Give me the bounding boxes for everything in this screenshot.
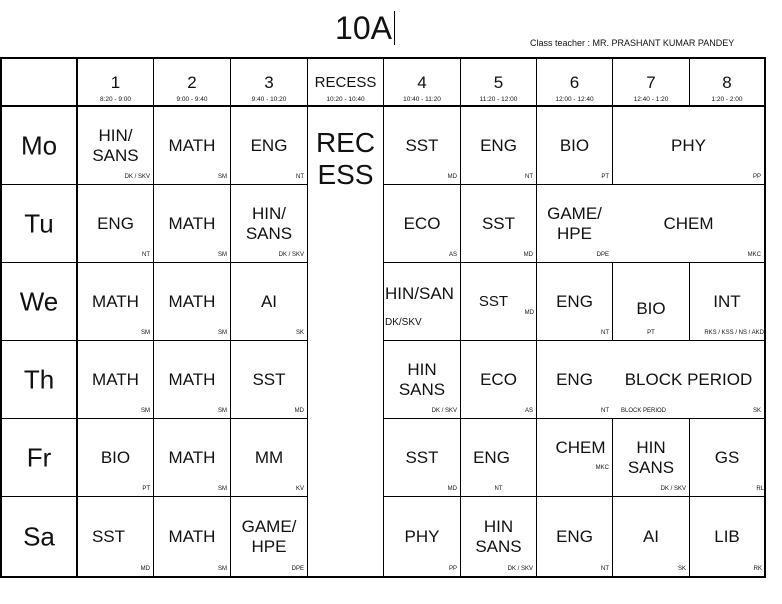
- period-time: 10:20 - 10:40: [326, 96, 365, 103]
- subject: SST: [405, 447, 439, 467]
- timetable-cell[interactable]: [78, 497, 153, 576]
- teacher-code: SK: [677, 566, 686, 572]
- teacher-code: DK / SKV: [124, 174, 150, 180]
- period-header: [613, 59, 689, 105]
- day-label-text: Th: [23, 364, 55, 394]
- timetable-cell[interactable]: [537, 341, 612, 418]
- subject: ENG: [250, 135, 288, 155]
- period-header: [384, 59, 460, 105]
- period-number: 1: [110, 73, 121, 92]
- timetable-cell[interactable]: [613, 497, 689, 576]
- timetable-cell[interactable]: [154, 419, 230, 496]
- subject: GAME/ HPE: [547, 203, 602, 243]
- subject: MATH: [168, 526, 216, 546]
- subject: HIN/ SANS: [245, 203, 293, 243]
- period-number: RECESS: [314, 74, 377, 91]
- teacher-code: NT: [296, 174, 304, 180]
- subject: CHEM: [555, 438, 606, 458]
- text-cursor: [394, 11, 395, 45]
- class-title[interactable]: [300, 8, 430, 48]
- subject: HIN SANS: [627, 437, 675, 477]
- timetable-cell[interactable]: [78, 263, 153, 340]
- timetable-cell[interactable]: [231, 185, 307, 262]
- teacher-code: SM: [218, 408, 227, 414]
- timetable-cell[interactable]: [231, 107, 307, 184]
- subject: CHEM: [663, 213, 714, 233]
- timetable-cell[interactable]: [384, 263, 460, 340]
- subject: BIO: [636, 299, 666, 319]
- timetable-cell[interactable]: [461, 185, 536, 262]
- day-label: [2, 497, 76, 576]
- subject: INT: [713, 291, 741, 311]
- period-number: 4: [417, 73, 427, 92]
- period-header: [690, 59, 764, 105]
- subject: ENG: [556, 526, 593, 546]
- teacher-code: SK: [752, 408, 761, 414]
- period-header: [461, 59, 536, 105]
- teacher-code: NT: [601, 566, 609, 572]
- subject: SST: [481, 213, 516, 233]
- period-time: 12:00 - 12:40: [555, 96, 594, 103]
- recess-header: [308, 59, 383, 105]
- subject: LIB: [714, 526, 740, 546]
- timetable-cell[interactable]: [384, 107, 460, 184]
- timetable-cell[interactable]: [154, 107, 230, 184]
- subject: HIN/ SANS: [92, 125, 139, 165]
- period-header: [154, 59, 230, 105]
- teacher-code: RKS / KSS / NS / AKD: [704, 330, 764, 336]
- timetable-cell[interactable]: [537, 263, 612, 340]
- timetable-cell[interactable]: [461, 497, 536, 576]
- teacher-code: KV: [295, 486, 304, 492]
- subject: MATH: [92, 369, 139, 389]
- subject: PHY: [404, 526, 440, 546]
- timetable-cell[interactable]: [613, 341, 764, 418]
- day-label-text: Fr: [26, 442, 52, 472]
- period-time: 9:40 - 10:20: [251, 96, 287, 103]
- timetable-cell[interactable]: [537, 107, 612, 184]
- subject: ECO: [480, 369, 517, 389]
- teacher-code: DK/SKV: [385, 317, 422, 328]
- timetable-cell[interactable]: [231, 419, 307, 496]
- subject: MATH: [168, 291, 216, 311]
- teacher-code: NT: [601, 330, 609, 336]
- timetable-cell[interactable]: [78, 419, 153, 496]
- subject: ENG: [97, 213, 134, 233]
- subject: MATH: [168, 447, 216, 467]
- timetable-cell[interactable]: [690, 263, 764, 340]
- subject: HIN/SAN: [385, 283, 454, 303]
- period-number: 2: [187, 73, 197, 92]
- teacher-code: SK: [295, 330, 304, 336]
- teacher-code: PP: [448, 566, 457, 572]
- period-time: 10:40 - 11:20: [403, 96, 441, 103]
- teacher-code: DPE: [596, 252, 609, 258]
- teacher-code: SM: [218, 566, 227, 572]
- teacher-code: NT: [494, 486, 503, 492]
- day-label: [2, 341, 76, 418]
- subject: HIN SANS: [475, 516, 522, 556]
- period-time: 9:00 - 9:40: [176, 96, 208, 103]
- period-number: 3: [264, 73, 274, 92]
- subject: AI: [260, 291, 278, 311]
- teacher-code: DK / SKV: [507, 566, 533, 572]
- timetable-cell[interactable]: [537, 419, 612, 496]
- subject: PHY: [671, 135, 706, 155]
- timetable-cell[interactable]: [384, 341, 460, 418]
- teacher-code: SM: [218, 486, 227, 492]
- day-label-text: Tu: [24, 208, 54, 238]
- teacher-code: PP: [752, 174, 761, 180]
- timetable-cell[interactable]: [384, 185, 460, 262]
- timetable-cell[interactable]: [461, 341, 536, 418]
- period-header: [78, 59, 153, 105]
- teacher-code: SM: [218, 174, 227, 180]
- timetable-cell[interactable]: [461, 107, 536, 184]
- teacher-code: DK / SKV: [278, 252, 304, 258]
- period-number: 7: [646, 73, 656, 92]
- teacher-code: NT: [525, 174, 533, 180]
- timetable-cell[interactable]: [537, 185, 612, 262]
- teacher-code: MD: [140, 566, 150, 572]
- teacher-code: NT: [601, 408, 609, 414]
- teacher-code: PT: [142, 486, 150, 492]
- day-label-text: Mo: [20, 130, 58, 160]
- day-label: [2, 263, 76, 340]
- timetable-grid: [0, 57, 766, 578]
- teacher-code: MD: [447, 174, 457, 180]
- teacher-code: MD: [523, 252, 533, 258]
- day-label-text: We: [19, 286, 59, 316]
- teacher-code: SM: [141, 408, 150, 414]
- teacher-code: MD: [524, 310, 534, 316]
- period-header: [231, 59, 307, 105]
- teacher-code: MKC: [595, 465, 609, 471]
- recess-cell: [308, 107, 383, 576]
- subject: SST: [478, 292, 509, 310]
- period-time: 8:20 - 9:00: [99, 96, 132, 103]
- subject: AI: [642, 526, 660, 546]
- class-teacher-label: Class teacher : MR. PRASHANT KUMAR PANDEY: [530, 38, 735, 48]
- subject: SST: [91, 526, 126, 546]
- period-number: 6: [569, 73, 580, 92]
- timetable-cell[interactable]: [690, 497, 764, 576]
- subject: GAME/ HPE: [241, 516, 297, 556]
- subject: BIO: [559, 135, 590, 155]
- teacher-code: SM: [218, 330, 227, 336]
- block-period-note: BLOCK PERIOD: [621, 408, 667, 414]
- teacher-code: AS: [448, 252, 457, 258]
- subject: ECO: [403, 213, 441, 233]
- teacher-code: RL: [756, 486, 764, 492]
- timetable-cell[interactable]: [78, 341, 153, 418]
- timetable-cell[interactable]: [154, 341, 230, 418]
- day-label-text: Sa: [23, 521, 55, 551]
- period-number: 8: [722, 73, 732, 92]
- period-time: 1:20 - 2:00: [711, 96, 743, 103]
- timetable-cell[interactable]: [537, 497, 612, 576]
- teacher-code: DK / SKV: [431, 408, 457, 414]
- timetable-cell[interactable]: [231, 263, 307, 340]
- subject: ENG: [556, 369, 593, 389]
- timetable-cell[interactable]: [461, 419, 536, 496]
- timetable-cell[interactable]: [78, 107, 153, 184]
- subject: MATH: [168, 213, 216, 233]
- subject: SST: [252, 369, 286, 389]
- teacher-code: MD: [294, 408, 304, 414]
- teacher-code: AS: [524, 408, 533, 414]
- teacher-code: MD: [447, 486, 457, 492]
- teacher-code: PT: [601, 174, 609, 180]
- teacher-code: SM: [141, 330, 150, 336]
- subject: MATH: [168, 369, 216, 389]
- subject: ENG: [480, 135, 517, 155]
- teacher-code: PT: [647, 330, 655, 336]
- teacher-code: DK / SKV: [660, 486, 686, 492]
- period-time: 12:40 - 1:20: [633, 96, 669, 103]
- subject: BIO: [100, 447, 131, 467]
- period-number: 5: [493, 73, 504, 92]
- subject: HIN SANS: [398, 359, 446, 399]
- subject: MATH: [92, 291, 139, 311]
- teacher-code: RK: [753, 566, 762, 572]
- timetable-cell[interactable]: [384, 497, 460, 576]
- subject: MM: [254, 447, 284, 467]
- timetable-cell[interactable]: [613, 263, 689, 340]
- timetable-cell[interactable]: [461, 263, 536, 340]
- timetable-cell[interactable]: [231, 341, 307, 418]
- teacher-code: MKC: [747, 252, 761, 258]
- timetable-cell[interactable]: [384, 419, 460, 496]
- subject: ENG: [473, 447, 510, 467]
- teacher-code: DPE: [291, 566, 304, 572]
- day-label: [2, 107, 76, 184]
- period-header: [537, 59, 612, 105]
- timetable-cell[interactable]: [154, 263, 230, 340]
- period-time: 11:20 - 12:00: [479, 96, 518, 103]
- timetable-cell[interactable]: [613, 107, 764, 184]
- subject: BLOCK PERIOD: [624, 369, 753, 389]
- timetable-cell[interactable]: [613, 185, 764, 262]
- timetable-cell[interactable]: [613, 419, 689, 496]
- subject: GS: [714, 447, 740, 467]
- teacher-code: NT: [142, 252, 150, 258]
- timetable-cell[interactable]: [231, 497, 307, 576]
- subject: ENG: [556, 291, 593, 311]
- day-label: [2, 419, 76, 496]
- subject: MATH: [168, 135, 216, 155]
- subject: SST: [405, 135, 439, 155]
- timetable-cell[interactable]: [690, 419, 764, 496]
- timetable-cell[interactable]: [78, 185, 153, 262]
- timetable-cell[interactable]: [154, 497, 230, 576]
- class-title-text: 10A: [335, 10, 392, 46]
- day-label: [2, 185, 76, 262]
- timetable-cell[interactable]: [154, 185, 230, 262]
- teacher-code: SM: [218, 252, 227, 258]
- recess-label: REC ESS: [315, 127, 376, 190]
